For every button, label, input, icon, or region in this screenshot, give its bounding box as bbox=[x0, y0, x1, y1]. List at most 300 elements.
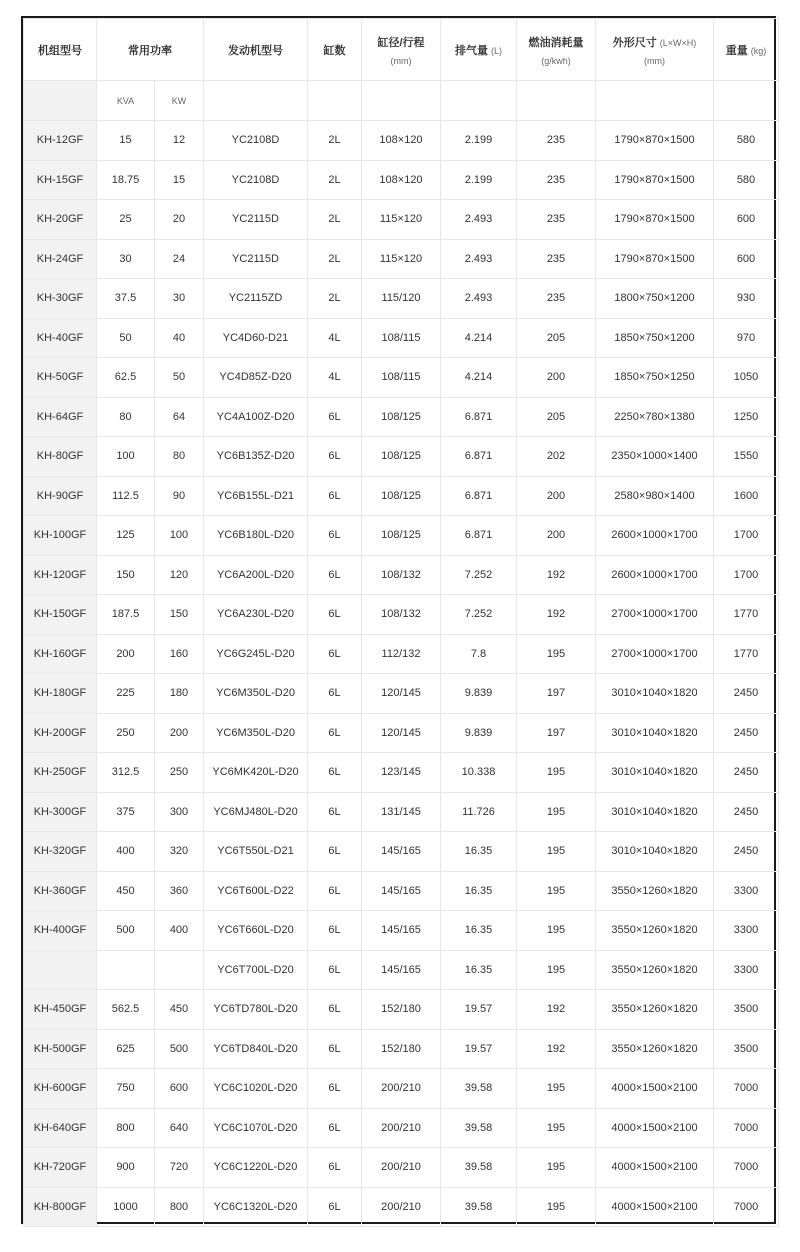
displacement-cell: 10.338 bbox=[441, 753, 517, 793]
engine-cell: YC6TD840L-D20 bbox=[204, 1029, 308, 1069]
displacement-cell: 11.726 bbox=[441, 792, 517, 832]
model-cell: KH-64GF bbox=[24, 397, 97, 437]
cylinders-cell: 6L bbox=[308, 437, 362, 477]
bore-stroke-cell: 108/132 bbox=[362, 595, 441, 635]
kva-cell: 800 bbox=[97, 1108, 155, 1148]
dimensions-cell: 1790×870×1500 bbox=[596, 121, 714, 161]
fuel-cell: 205 bbox=[517, 397, 596, 437]
cylinders-cell: 2L bbox=[308, 279, 362, 319]
cylinders-cell: 6L bbox=[308, 397, 362, 437]
kva-cell: 37.5 bbox=[97, 279, 155, 319]
displacement-cell: 39.58 bbox=[441, 1108, 517, 1148]
bore-stroke-cell: 115/120 bbox=[362, 279, 441, 319]
model-cell: KH-30GF bbox=[24, 279, 97, 319]
weight-cell: 1700 bbox=[714, 555, 779, 595]
model-cell: KH-12GF bbox=[24, 121, 97, 161]
engine-cell: YC4D85Z-D20 bbox=[204, 358, 308, 398]
dimensions-cell: 4000×1500×2100 bbox=[596, 1187, 714, 1227]
bore-stroke-cell: 112/132 bbox=[362, 634, 441, 674]
engine-cell: YC4D60-D21 bbox=[204, 318, 308, 358]
cylinders-cell: 2L bbox=[308, 121, 362, 161]
displacement-cell: 39.58 bbox=[441, 1069, 517, 1109]
displacement-cell: 6.871 bbox=[441, 397, 517, 437]
fuel-cell: 195 bbox=[517, 950, 596, 990]
model-cell: KH-800GF bbox=[24, 1187, 97, 1227]
subheader-kva: KVA bbox=[97, 81, 155, 121]
kva-cell: 562.5 bbox=[97, 990, 155, 1030]
cylinders-cell: 6L bbox=[308, 1069, 362, 1109]
header-dimensions: 外形尺寸 (L×W×H) (mm) bbox=[596, 19, 714, 81]
kw-cell: 800 bbox=[155, 1187, 204, 1227]
displacement-cell: 39.58 bbox=[441, 1187, 517, 1227]
bore-stroke-cell: 200/210 bbox=[362, 1108, 441, 1148]
cylinders-cell: 6L bbox=[308, 1187, 362, 1227]
bore-stroke-cell: 108/125 bbox=[362, 516, 441, 556]
spec-table-frame bbox=[21, 16, 776, 1224]
model-cell: KH-90GF bbox=[24, 476, 97, 516]
kva-cell: 62.5 bbox=[97, 358, 155, 398]
weight-cell: 7000 bbox=[714, 1069, 779, 1109]
subheader-kw: KW bbox=[155, 81, 204, 121]
displacement-cell: 16.35 bbox=[441, 950, 517, 990]
kva-cell: 100 bbox=[97, 437, 155, 477]
bore-stroke-cell: 145/165 bbox=[362, 911, 441, 951]
cylinders-cell: 6L bbox=[308, 911, 362, 951]
weight-cell: 1770 bbox=[714, 634, 779, 674]
engine-cell: YC6T660L-D20 bbox=[204, 911, 308, 951]
kw-cell bbox=[155, 950, 204, 990]
table-row bbox=[24, 990, 779, 1030]
table-row bbox=[24, 832, 779, 872]
kw-cell: 200 bbox=[155, 713, 204, 753]
weight-cell: 970 bbox=[714, 318, 779, 358]
model-cell: KH-20GF bbox=[24, 200, 97, 240]
bore-stroke-cell: 108/125 bbox=[362, 476, 441, 516]
model-cell: KH-600GF bbox=[24, 1069, 97, 1109]
bore-stroke-cell: 152/180 bbox=[362, 990, 441, 1030]
model-cell: KH-120GF bbox=[24, 555, 97, 595]
displacement-cell: 9.839 bbox=[441, 713, 517, 753]
engine-cell: YC6A230L-D20 bbox=[204, 595, 308, 635]
cylinders-cell: 4L bbox=[308, 318, 362, 358]
model-cell: KH-450GF bbox=[24, 990, 97, 1030]
displacement-cell: 9.839 bbox=[441, 674, 517, 714]
table-row bbox=[24, 318, 779, 358]
model-cell: KH-720GF bbox=[24, 1148, 97, 1188]
kw-cell: 20 bbox=[155, 200, 204, 240]
header-engine: 发动机型号 bbox=[204, 19, 308, 81]
kw-cell: 720 bbox=[155, 1148, 204, 1188]
kva-cell: 1000 bbox=[97, 1187, 155, 1227]
dimensions-cell: 4000×1500×2100 bbox=[596, 1108, 714, 1148]
model-cell: KH-250GF bbox=[24, 753, 97, 793]
weight-cell: 3300 bbox=[714, 950, 779, 990]
bore-stroke-cell: 108/115 bbox=[362, 358, 441, 398]
kw-cell: 24 bbox=[155, 239, 204, 279]
kw-cell: 320 bbox=[155, 832, 204, 872]
generator-spec-table bbox=[23, 18, 779, 1227]
subheader-empty bbox=[596, 81, 714, 121]
engine-cell: YC6C1320L-D20 bbox=[204, 1187, 308, 1227]
table-row bbox=[24, 911, 779, 951]
table-row bbox=[24, 713, 779, 753]
header-model: 机组型号 bbox=[24, 19, 97, 81]
kva-cell: 900 bbox=[97, 1148, 155, 1188]
cylinders-cell: 2L bbox=[308, 200, 362, 240]
engine-cell: YC6A200L-D20 bbox=[204, 555, 308, 595]
dimensions-cell: 3550×1260×1820 bbox=[596, 990, 714, 1030]
model-cell: KH-150GF bbox=[24, 595, 97, 635]
weight-cell: 2450 bbox=[714, 713, 779, 753]
fuel-cell: 195 bbox=[517, 1187, 596, 1227]
bore-stroke-cell: 115×120 bbox=[362, 200, 441, 240]
engine-cell: YC6MK420L-D20 bbox=[204, 753, 308, 793]
model-cell: KH-180GF bbox=[24, 674, 97, 714]
subheader-row bbox=[24, 81, 779, 121]
dimensions-cell: 2700×1000×1700 bbox=[596, 634, 714, 674]
dimensions-cell: 3010×1040×1820 bbox=[596, 713, 714, 753]
model-cell bbox=[24, 950, 97, 990]
dimensions-cell: 4000×1500×2100 bbox=[596, 1069, 714, 1109]
fuel-cell: 195 bbox=[517, 1069, 596, 1109]
engine-cell: YC6B155L-D21 bbox=[204, 476, 308, 516]
bore-stroke-cell: 115×120 bbox=[362, 239, 441, 279]
dimensions-cell: 1790×870×1500 bbox=[596, 239, 714, 279]
engine-cell: YC6M350L-D20 bbox=[204, 713, 308, 753]
fuel-cell: 235 bbox=[517, 160, 596, 200]
dimensions-cell: 3550×1260×1820 bbox=[596, 950, 714, 990]
kw-cell: 250 bbox=[155, 753, 204, 793]
fuel-cell: 195 bbox=[517, 1108, 596, 1148]
dimensions-cell: 3010×1040×1820 bbox=[596, 832, 714, 872]
fuel-cell: 195 bbox=[517, 634, 596, 674]
fuel-cell: 195 bbox=[517, 792, 596, 832]
table-row bbox=[24, 1029, 779, 1069]
fuel-cell: 200 bbox=[517, 476, 596, 516]
fuel-cell: 195 bbox=[517, 871, 596, 911]
table-row bbox=[24, 200, 779, 240]
fuel-cell: 205 bbox=[517, 318, 596, 358]
engine-cell: YC6C1020L-D20 bbox=[204, 1069, 308, 1109]
table-row bbox=[24, 397, 779, 437]
cylinders-cell: 6L bbox=[308, 674, 362, 714]
kw-cell: 120 bbox=[155, 555, 204, 595]
dimensions-cell: 2250×780×1380 bbox=[596, 397, 714, 437]
kw-cell: 30 bbox=[155, 279, 204, 319]
engine-cell: YC6G245L-D20 bbox=[204, 634, 308, 674]
displacement-cell: 19.57 bbox=[441, 990, 517, 1030]
cylinders-cell: 6L bbox=[308, 753, 362, 793]
kva-cell: 187.5 bbox=[97, 595, 155, 635]
dimensions-cell: 2600×1000×1700 bbox=[596, 555, 714, 595]
dimensions-cell: 4000×1500×2100 bbox=[596, 1148, 714, 1188]
kva-cell: 625 bbox=[97, 1029, 155, 1069]
displacement-cell: 2.199 bbox=[441, 121, 517, 161]
dimensions-cell: 3010×1040×1820 bbox=[596, 792, 714, 832]
displacement-cell: 4.214 bbox=[441, 358, 517, 398]
fuel-cell: 235 bbox=[517, 121, 596, 161]
engine-cell: YC4A100Z-D20 bbox=[204, 397, 308, 437]
kva-cell: 112.5 bbox=[97, 476, 155, 516]
cylinders-cell: 6L bbox=[308, 1029, 362, 1069]
cylinders-cell: 2L bbox=[308, 239, 362, 279]
kva-cell: 450 bbox=[97, 871, 155, 911]
kw-cell: 180 bbox=[155, 674, 204, 714]
dimensions-cell: 1790×870×1500 bbox=[596, 160, 714, 200]
bore-stroke-cell: 123/145 bbox=[362, 753, 441, 793]
header-power: 常用功率 bbox=[97, 19, 204, 81]
dimensions-cell: 2350×1000×1400 bbox=[596, 437, 714, 477]
kva-cell: 125 bbox=[97, 516, 155, 556]
weight-cell: 1550 bbox=[714, 437, 779, 477]
engine-cell: YC6T700L-D20 bbox=[204, 950, 308, 990]
cylinders-cell: 6L bbox=[308, 792, 362, 832]
header-fuel: 燃油消耗量 (g/kwh) bbox=[517, 19, 596, 81]
fuel-cell: 200 bbox=[517, 358, 596, 398]
bore-stroke-cell: 108/132 bbox=[362, 555, 441, 595]
kw-cell: 160 bbox=[155, 634, 204, 674]
subheader-empty bbox=[362, 81, 441, 121]
kw-cell: 15 bbox=[155, 160, 204, 200]
kva-cell: 15 bbox=[97, 121, 155, 161]
kw-cell: 500 bbox=[155, 1029, 204, 1069]
bore-stroke-cell: 200/210 bbox=[362, 1148, 441, 1188]
model-cell: KH-100GF bbox=[24, 516, 97, 556]
kva-cell: 375 bbox=[97, 792, 155, 832]
weight-cell: 7000 bbox=[714, 1148, 779, 1188]
cylinders-cell: 6L bbox=[308, 950, 362, 990]
kw-cell: 90 bbox=[155, 476, 204, 516]
cylinders-cell: 6L bbox=[308, 1148, 362, 1188]
subheader-empty bbox=[308, 81, 362, 121]
weight-cell: 600 bbox=[714, 200, 779, 240]
displacement-cell: 6.871 bbox=[441, 437, 517, 477]
kva-cell: 400 bbox=[97, 832, 155, 872]
kw-cell: 12 bbox=[155, 121, 204, 161]
kva-cell: 30 bbox=[97, 239, 155, 279]
kva-cell: 18.75 bbox=[97, 160, 155, 200]
model-cell: KH-500GF bbox=[24, 1029, 97, 1069]
engine-cell: YC6B135Z-D20 bbox=[204, 437, 308, 477]
dimensions-cell: 1800×750×1200 bbox=[596, 279, 714, 319]
model-cell: KH-640GF bbox=[24, 1108, 97, 1148]
dimensions-cell: 2600×1000×1700 bbox=[596, 516, 714, 556]
bore-stroke-cell: 145/165 bbox=[362, 832, 441, 872]
kva-cell: 500 bbox=[97, 911, 155, 951]
model-cell: KH-24GF bbox=[24, 239, 97, 279]
fuel-cell: 197 bbox=[517, 713, 596, 753]
displacement-cell: 16.35 bbox=[441, 871, 517, 911]
table-row bbox=[24, 160, 779, 200]
dimensions-cell: 3550×1260×1820 bbox=[596, 1029, 714, 1069]
displacement-cell: 39.58 bbox=[441, 1148, 517, 1188]
model-cell: KH-40GF bbox=[24, 318, 97, 358]
dimensions-cell: 3010×1040×1820 bbox=[596, 674, 714, 714]
weight-cell: 1250 bbox=[714, 397, 779, 437]
bore-stroke-cell: 108×120 bbox=[362, 160, 441, 200]
fuel-cell: 235 bbox=[517, 200, 596, 240]
kva-cell: 80 bbox=[97, 397, 155, 437]
engine-cell: YC2108D bbox=[204, 121, 308, 161]
fuel-cell: 195 bbox=[517, 911, 596, 951]
table-row bbox=[24, 753, 779, 793]
table-row bbox=[24, 516, 779, 556]
displacement-cell: 6.871 bbox=[441, 516, 517, 556]
displacement-cell: 2.493 bbox=[441, 279, 517, 319]
engine-cell: YC6M350L-D20 bbox=[204, 674, 308, 714]
engine-cell: YC6B180L-D20 bbox=[204, 516, 308, 556]
model-cell: KH-300GF bbox=[24, 792, 97, 832]
engine-cell: YC6T600L-D22 bbox=[204, 871, 308, 911]
bore-stroke-cell: 131/145 bbox=[362, 792, 441, 832]
weight-cell: 600 bbox=[714, 239, 779, 279]
fuel-cell: 195 bbox=[517, 753, 596, 793]
weight-cell: 1700 bbox=[714, 516, 779, 556]
subheader-empty bbox=[441, 81, 517, 121]
dimensions-cell: 1790×870×1500 bbox=[596, 200, 714, 240]
fuel-cell: 192 bbox=[517, 555, 596, 595]
weight-cell: 3500 bbox=[714, 1029, 779, 1069]
kw-cell: 450 bbox=[155, 990, 204, 1030]
header-displacement: 排气量 (L) bbox=[441, 19, 517, 81]
bore-stroke-cell: 200/210 bbox=[362, 1187, 441, 1227]
kw-cell: 360 bbox=[155, 871, 204, 911]
cylinders-cell: 6L bbox=[308, 595, 362, 635]
kva-cell bbox=[97, 950, 155, 990]
weight-cell: 580 bbox=[714, 121, 779, 161]
kw-cell: 600 bbox=[155, 1069, 204, 1109]
engine-cell: YC2115D bbox=[204, 239, 308, 279]
weight-cell: 1600 bbox=[714, 476, 779, 516]
table-row bbox=[24, 1108, 779, 1148]
dimensions-cell: 3550×1260×1820 bbox=[596, 911, 714, 951]
model-cell: KH-360GF bbox=[24, 871, 97, 911]
displacement-cell: 19.57 bbox=[441, 1029, 517, 1069]
kw-cell: 80 bbox=[155, 437, 204, 477]
fuel-cell: 200 bbox=[517, 516, 596, 556]
displacement-cell: 6.871 bbox=[441, 476, 517, 516]
bore-stroke-cell: 108/125 bbox=[362, 397, 441, 437]
kva-cell: 150 bbox=[97, 555, 155, 595]
dimensions-cell: 1850×750×1250 bbox=[596, 358, 714, 398]
table-row bbox=[24, 358, 779, 398]
displacement-cell: 2.493 bbox=[441, 200, 517, 240]
header-weight: 重量 (kg) bbox=[714, 19, 779, 81]
table-row bbox=[24, 595, 779, 635]
subheader-empty bbox=[204, 81, 308, 121]
bore-stroke-cell: 200/210 bbox=[362, 1069, 441, 1109]
fuel-cell: 202 bbox=[517, 437, 596, 477]
weight-cell: 3300 bbox=[714, 871, 779, 911]
model-cell: KH-200GF bbox=[24, 713, 97, 753]
model-cell: KH-320GF bbox=[24, 832, 97, 872]
dimensions-cell: 2580×980×1400 bbox=[596, 476, 714, 516]
table-row bbox=[24, 121, 779, 161]
table-row bbox=[24, 476, 779, 516]
kw-cell: 40 bbox=[155, 318, 204, 358]
weight-cell: 2450 bbox=[714, 753, 779, 793]
kw-cell: 640 bbox=[155, 1108, 204, 1148]
kva-cell: 50 bbox=[97, 318, 155, 358]
bore-stroke-cell: 120/145 bbox=[362, 674, 441, 714]
table-row bbox=[24, 792, 779, 832]
weight-cell: 3300 bbox=[714, 911, 779, 951]
engine-cell: YC2115ZD bbox=[204, 279, 308, 319]
bore-stroke-cell: 145/165 bbox=[362, 871, 441, 911]
kva-cell: 250 bbox=[97, 713, 155, 753]
table-row bbox=[24, 674, 779, 714]
model-cell: KH-50GF bbox=[24, 358, 97, 398]
table-row bbox=[24, 871, 779, 911]
table-row bbox=[24, 555, 779, 595]
weight-cell: 580 bbox=[714, 160, 779, 200]
fuel-cell: 192 bbox=[517, 1029, 596, 1069]
weight-cell: 2450 bbox=[714, 832, 779, 872]
displacement-cell: 4.214 bbox=[441, 318, 517, 358]
table-row bbox=[24, 279, 779, 319]
cylinders-cell: 6L bbox=[308, 1108, 362, 1148]
kw-cell: 64 bbox=[155, 397, 204, 437]
bore-stroke-cell: 120/145 bbox=[362, 713, 441, 753]
subheader-empty bbox=[714, 81, 779, 121]
fuel-cell: 235 bbox=[517, 239, 596, 279]
kva-cell: 225 bbox=[97, 674, 155, 714]
table-row bbox=[24, 1148, 779, 1188]
header-row bbox=[24, 19, 779, 81]
kw-cell: 400 bbox=[155, 911, 204, 951]
engine-cell: YC6T550L-D21 bbox=[204, 832, 308, 872]
weight-cell: 3500 bbox=[714, 990, 779, 1030]
displacement-cell: 7.8 bbox=[441, 634, 517, 674]
kw-cell: 50 bbox=[155, 358, 204, 398]
cylinders-cell: 6L bbox=[308, 476, 362, 516]
kva-cell: 200 bbox=[97, 634, 155, 674]
weight-cell: 930 bbox=[714, 279, 779, 319]
subheader-empty bbox=[24, 81, 97, 121]
table-row bbox=[24, 1187, 779, 1227]
engine-cell: YC2115D bbox=[204, 200, 308, 240]
table-row bbox=[24, 634, 779, 674]
cylinders-cell: 6L bbox=[308, 634, 362, 674]
displacement-cell: 2.199 bbox=[441, 160, 517, 200]
header-bore-stroke: 缸径/行程 (mm) bbox=[362, 19, 441, 81]
kva-cell: 312.5 bbox=[97, 753, 155, 793]
model-cell: KH-15GF bbox=[24, 160, 97, 200]
model-cell: KH-400GF bbox=[24, 911, 97, 951]
fuel-cell: 235 bbox=[517, 279, 596, 319]
kw-cell: 150 bbox=[155, 595, 204, 635]
displacement-cell: 7.252 bbox=[441, 555, 517, 595]
weight-cell: 2450 bbox=[714, 674, 779, 714]
weight-cell: 2450 bbox=[714, 792, 779, 832]
cylinders-cell: 2L bbox=[308, 160, 362, 200]
fuel-cell: 195 bbox=[517, 832, 596, 872]
fuel-cell: 192 bbox=[517, 990, 596, 1030]
fuel-cell: 192 bbox=[517, 595, 596, 635]
cylinders-cell: 6L bbox=[308, 990, 362, 1030]
dimensions-cell: 3010×1040×1820 bbox=[596, 753, 714, 793]
fuel-cell: 195 bbox=[517, 1148, 596, 1188]
dimensions-cell: 1850×750×1200 bbox=[596, 318, 714, 358]
engine-cell: YC6MJ480L-D20 bbox=[204, 792, 308, 832]
dimensions-cell: 3550×1260×1820 bbox=[596, 871, 714, 911]
table-row bbox=[24, 239, 779, 279]
subheader-empty bbox=[517, 81, 596, 121]
displacement-cell: 2.493 bbox=[441, 239, 517, 279]
cylinders-cell: 6L bbox=[308, 555, 362, 595]
table-body bbox=[24, 121, 779, 1227]
kw-cell: 300 bbox=[155, 792, 204, 832]
